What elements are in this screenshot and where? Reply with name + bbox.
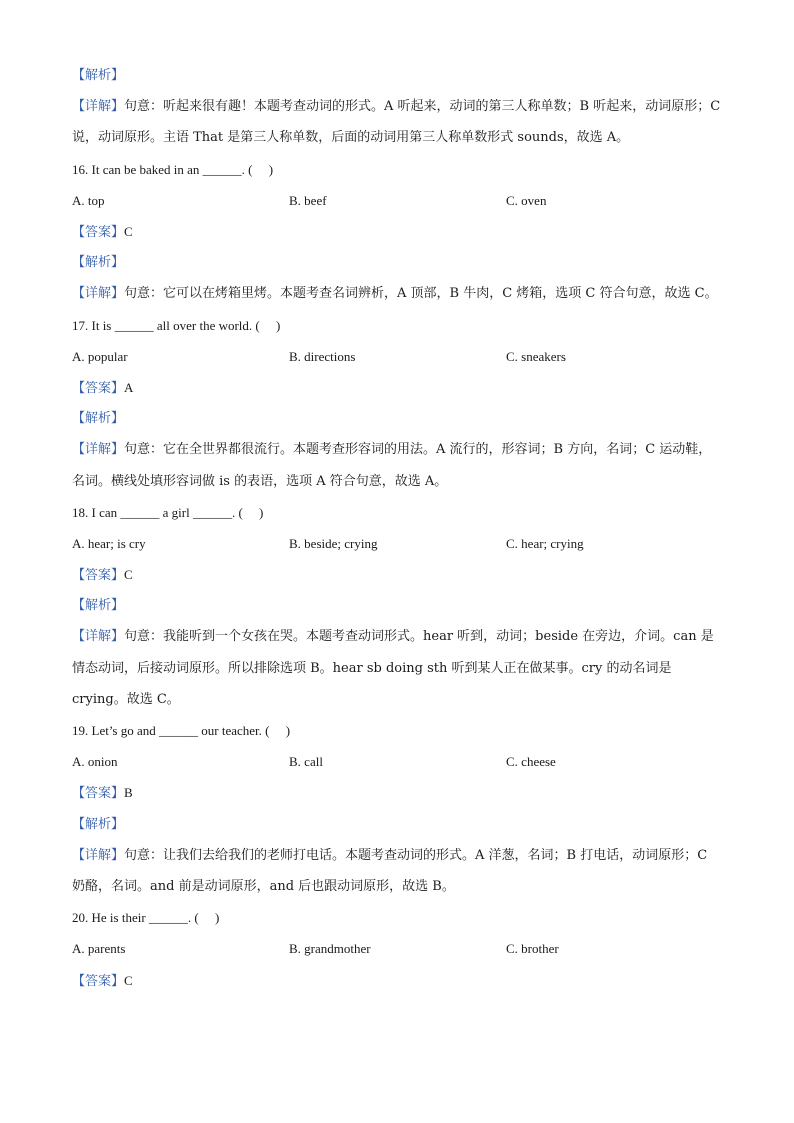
option-b: B. grandmother [289, 941, 371, 957]
analysis-label [72, 247, 732, 278]
analysis-label [72, 809, 732, 840]
option-c: C. cheese [506, 754, 556, 770]
detail-tag: 【详解】 [72, 286, 125, 302]
answer-18 [72, 559, 732, 590]
option-b: B. directions [289, 348, 356, 364]
document-page [72, 60, 732, 996]
options-17 [72, 341, 732, 372]
option-c: C. brother [506, 941, 559, 957]
option-c: C. sneakers [506, 348, 566, 364]
question-19: 19. Let’s go and ______ our teacher. ( ) [72, 723, 291, 739]
question-20: 20. He is their ______. ( ) [72, 910, 220, 926]
analysis-label [72, 60, 732, 91]
options-18 [72, 528, 732, 559]
answer-17 [72, 372, 732, 403]
detail-tag: 【详解】 [72, 629, 125, 645]
answer-16 [72, 216, 732, 247]
options-20 [72, 933, 732, 964]
analysis-tag: 【解析】 [72, 411, 125, 427]
options-19 [72, 746, 732, 777]
analysis-tag: 【解析】 [72, 598, 125, 614]
question-18: 18. I can ______ a girl ______. ( ) [72, 504, 264, 520]
detail-paragraph [72, 278, 722, 309]
options-16 [72, 185, 732, 216]
answer-value: A [124, 379, 134, 395]
analysis-label [72, 590, 732, 621]
option-a: A. top [72, 192, 105, 208]
answer-value: B [124, 785, 133, 801]
option-a: A. hear; is cry [72, 535, 146, 551]
detail-paragraph [72, 91, 722, 153]
analysis-label [72, 403, 732, 434]
answer-19 [72, 777, 732, 808]
detail-text: 句意：它可以在烤箱里烤。本题考查名词辨析，A 顶部，B 牛肉，C 烤箱，选项 C 符合句意，故选 C。 [124, 286, 718, 302]
detail-text: 句意：听起来很有趣！本题考查动词的形式。A 听起来，动词的第三人称单数；B 听起来，动词原形；C 说，动词原形。主语 That 是第三人称单数，后面的动词用第三人称单数形式 sounds，故选 A。 [72, 99, 721, 146]
option-b: B. beef [289, 192, 327, 208]
answer-tag: 【答案】 [72, 380, 125, 396]
detail-paragraph [72, 621, 722, 715]
detail-tag: 【详解】 [72, 442, 125, 458]
detail-paragraph [72, 434, 722, 496]
detail-tag: 【详解】 [72, 847, 125, 863]
detail-text: 句意：它在全世界都很流行。本题考查形容词的用法。A 流行的，形容词；B 方向，名词；C 运动鞋，名词。横线处填形容词做 is 的表语，选项 A 符合句意，故选 A。 [72, 442, 712, 489]
answer-tag: 【答案】 [72, 224, 125, 240]
option-a: A. onion [72, 754, 118, 770]
question-16: 16. It can be baked in an ______. ( ) [72, 161, 274, 177]
answer-tag: 【答案】 [72, 568, 125, 584]
answer-value: C [124, 567, 133, 583]
detail-tag: 【详解】 [72, 99, 125, 115]
answer-value: C [124, 972, 133, 988]
question-17: 17. It is ______ all over the world. ( ) [72, 317, 281, 333]
option-b: B. beside; crying [289, 535, 378, 551]
answer-value: C [124, 223, 133, 239]
option-a: A. parents [72, 941, 126, 957]
answer-tag: 【答案】 [72, 973, 125, 989]
option-c: C. oven [506, 192, 547, 208]
detail-text: 句意：让我们去给我们的老师打电话。本题考查动词的形式。A 洋葱，名词；B 打电话，动词原形；C 奶酪，名词。and 前是动词原形，and 后也跟动词原形，故选 B。 [72, 847, 708, 895]
analysis-tag: 【解析】 [72, 255, 125, 271]
detail-text: 句意：我能听到一个女孩在哭。本题考查动词形式。hear 听到，动词；beside 在旁边，介词。can 是情态动词，后接动词原形。所以排除选项 B。hear sb doing sth 听到某人正在做某事。cry 的动名词是 crying。故选 C。 [72, 629, 714, 707]
option-c: C. hear; crying [506, 535, 584, 551]
answer-20 [72, 965, 732, 996]
answer-tag: 【答案】 [72, 786, 125, 802]
option-b: B. call [289, 754, 323, 770]
option-a: A. popular [72, 348, 128, 364]
detail-paragraph [72, 840, 722, 902]
analysis-tag: 【解析】 [72, 68, 125, 83]
analysis-tag: 【解析】 [72, 816, 125, 832]
